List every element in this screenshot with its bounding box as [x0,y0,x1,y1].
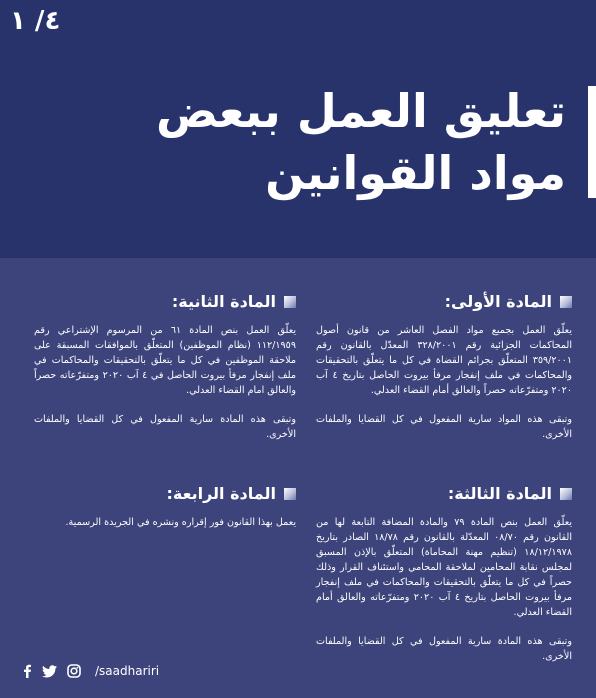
article-text: يعلّق العمل بنص المادة ٦١ من المرسوم الإشتراعي رقم ١١٢/١٩٥٩ (نظام الموظفين) المتعلّق بالموافقات المسبقة على ملاحقة الموظفين في كل ما يتعلّق بالتحقيقات والمحاكمات في ملف إنفجار مرفأ بيروت الحاصل في ٤ آب ٢٠٢٠ ومتفرّعاته حصراً والعالق امام القضاء العدلي. [34,325,296,396]
bullet-square-icon [560,296,572,308]
title-line-2: مواد القوانين [265,146,566,200]
bullet-square-icon [560,488,572,500]
header-panel [0,0,596,258]
twitter-icon[interactable] [42,665,57,678]
article-text: يعمل بهذا القانون فور إقراره ونشره في الجريدة الرسمية. [65,517,296,528]
social-links [22,664,159,678]
bullet-square-icon [284,488,296,500]
article-heading: المادة الرابعة: [34,484,296,503]
instagram-icon[interactable] [67,664,81,678]
article-note: وتبقى هذه المواد سارية المفعول في كل القضايا والملفات الأخرى. [316,414,572,440]
article-2 [34,292,296,456]
bullet-square-icon [284,296,296,308]
article-text: يعلّق العمل بجميع مواد الفصل العاشر من قانون أصول المحاكمات الجزائية رقم ٣٢٨/٢٠٠١ المعدّل بالقانون رقم ٣٥٩/٢٠٠١ المتعلّق بجرائم القضاة في كل ما يتعلّق بالتحقيقات والمحاكمات في ملف إنفجار مرفأ بيروت الحاصل بتاريخ ٤ آب ٢٠٢٠ ومتفرّعاته حصراً والعالق أمام القضاء العدلي. [316,325,572,396]
title-line-1: تعليق العمل ببعض [156,84,566,138]
title-accent-bar [588,86,596,198]
facebook-icon[interactable] [22,664,32,678]
article-heading: المادة الأولى: [316,292,572,311]
article-note: وتبقى هذه المادة سارية المفعول في كل القضايا والملفات الأخرى. [316,636,572,662]
article-text: يعلّق العمل بنص المادة ٧٩ والمادة المضافة التابعة لها من القانون رقم ٠٨/٧٠ المعدّلة بالقانون رقم ١٨/٧٨ الصادر بتاريخ ١٨/١٢/١٩٧٨ (تنظيم مهنة المحاماة) المتعلّق بالإذن المسبق لمجلس نقابة المحامين لملاحقة المحامي واستئناف القرار وذلك حصراً في كل ما يتعلّق بالتحقيقات والمحاكمات في ملف إنفجار مرفأ بيروت الحاصل بتاريخ ٤ آب ٢٠٢٠ ومتفرّعاته والعالق أمام القضاء العدلي. [316,517,573,618]
page-number: ٤/ ١ [10,6,61,36]
article-heading: المادة الثانية: [34,292,296,311]
page-title [66,80,566,204]
article-note: وتبقى هذه المادة سارية المفعول في كل القضايا والملفات الأخرى. [34,414,296,440]
article-3 [316,484,572,678]
article-heading: المادة الثالثة: [316,484,572,503]
article-4 [34,484,296,544]
article-1 [316,292,572,456]
social-handle[interactable]: /saadhariri [95,664,160,678]
